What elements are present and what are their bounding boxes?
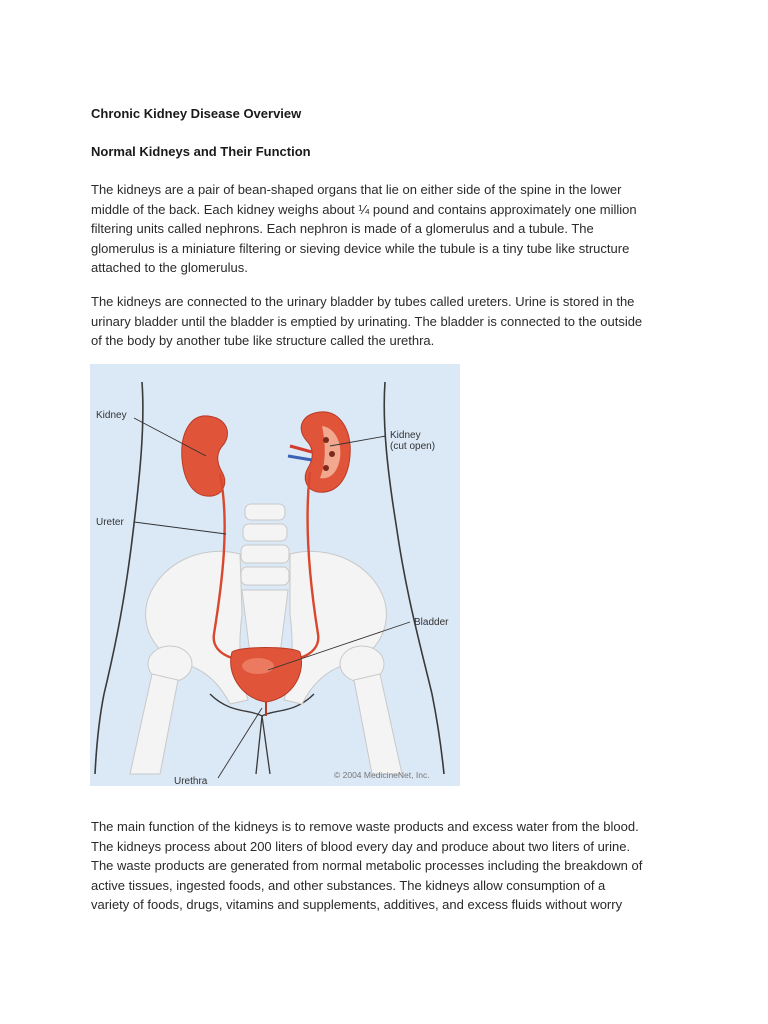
text-line: glomerulus is a miniature filtering or sieving device while the tubule is a tiny tube like structure: [91, 240, 630, 256]
section-heading: Normal Kidneys and Their Function: [91, 144, 311, 159]
text-line: variety of foods, drugs, vitamins and supplements, additives, and excess fluids without worry: [91, 897, 623, 912]
urinary-system-figure: [90, 364, 460, 786]
text-line: The main function of the kidneys is to remove waste products and excess water from the blood.: [91, 819, 639, 834]
paragraph-kidney-function: [91, 817, 691, 915]
body-outline-left: [95, 382, 143, 774]
label-kidney-cut-open-line2: (cut open): [390, 441, 436, 452]
text-line: The waste products are generated from normal metabolic processes including the breakdown of: [91, 858, 643, 873]
paragraph-kidneys-description: [91, 180, 691, 278]
renal-pyramid: [323, 465, 329, 471]
label-bladder: Bladder: [414, 617, 449, 628]
renal-pyramid: [329, 451, 335, 457]
bladder-highlight: [242, 658, 274, 674]
text-line: of the body by another tube like structure called the urethra.: [91, 333, 435, 348]
text-line: middle of the back. Each kidney weighs about ¼ pound and contains approximately one million: [91, 201, 637, 217]
text-line: attached to the glomerulus.: [91, 260, 248, 275]
sacrum: [242, 590, 288, 654]
label-kidney: Kidney: [96, 410, 127, 421]
leader-line-ureter: [134, 522, 226, 534]
leg-line-right: [262, 716, 270, 774]
urinary-system-illustration: [90, 364, 460, 786]
label-kidney-cut-open-line1: Kidney: [390, 430, 421, 441]
vertebra: [241, 545, 289, 563]
document-title: Chronic Kidney Disease Overview: [91, 106, 302, 121]
leader-line-urethra: [218, 708, 262, 778]
vertebra: [241, 567, 289, 585]
text-line: active tissues, ingested foods, and other substances. The kidneys allow consumption of a: [91, 877, 606, 893]
text-line: filtering units called nephrons. Each nephron is made of a glomerulus and a tubule. The: [91, 221, 594, 236]
label-urethra: Urethra: [174, 776, 208, 786]
label-ureter: Ureter: [96, 517, 124, 528]
femur-right: [354, 674, 402, 774]
renal-artery: [290, 446, 312, 452]
text-line: urinary bladder until the bladder is emptied by urinating. The bladder is connected to the outside: [91, 313, 643, 329]
figure-copyright: © 2004 MedicineNet, Inc.: [334, 770, 430, 780]
renal-pyramid: [323, 437, 329, 443]
renal-vein: [288, 456, 312, 460]
paragraph-urinary-bladder: [91, 292, 691, 351]
text-line: The kidneys are a pair of bean-shaped organs that lie on either side of the spine in the lower: [91, 182, 622, 197]
text-line: The kidneys process about 200 liters of blood every day and produce about two liters of urine.: [91, 838, 631, 854]
vertebra: [245, 504, 285, 520]
text-line: The kidneys are connected to the urinary bladder by tubes called ureters. Urine is stored in the: [91, 294, 635, 309]
leg-line-left: [256, 716, 262, 774]
vertebra: [243, 524, 287, 541]
femur-left: [130, 674, 178, 774]
